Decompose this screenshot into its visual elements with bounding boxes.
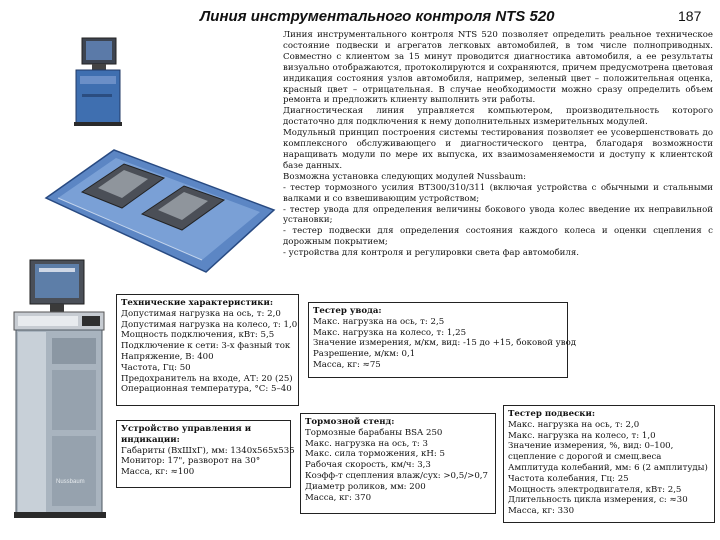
drift-tester-line: Значение измерения, м/км, вид: -15 до +15, боковой увод — [313, 338, 577, 349]
tech-spec-line: Допустимая нагрузка на колесо, т: 1,0 — [121, 319, 298, 330]
description-paragraph: Модульный принцип построения системы тестирования позволяет ее усовершенствовать до комплексного обслуживающего и диагностического центра, благодаря возможности наращивать модули по мере их выпуска, их взаимозаменяемости и доступу к клиентской базе данных. — [283, 128, 713, 171]
suspension-tester-line: Макс. нагрузка на колесо, т: 1,0 — [508, 430, 656, 441]
brake-stand-box — [300, 413, 496, 514]
page-number: 187 — [678, 8, 702, 24]
suspension-tester-line: Амплитуда колебаний, мм: 6 (2 амплитуды) — [508, 462, 708, 473]
brake-stand-line: Масса, кг: 370 — [305, 492, 372, 503]
tech-specs-heading: Технические характеристики: — [121, 298, 274, 308]
description-paragraph: - тестер тормозного усилия BT300/310/311 (включая устройства с обычными и стальными валками и со взвешивающим устройством; — [283, 182, 713, 204]
control-unit-heading: Устройство управления и индикации: — [121, 424, 252, 445]
drift-tester-line: Макс. нагрузка на колесо, т: 1,25 — [313, 327, 467, 338]
tech-spec-line: Напряжение, В: 400 — [121, 351, 214, 362]
brake-stand-line: Коэфф-т сцепления влаж/сух: >0,5/>0,7 — [305, 470, 488, 481]
brake-stand-line: Рабочая скорость, км/ч: 3,3 — [305, 460, 431, 471]
test-platform-illustration — [40, 128, 280, 278]
description-paragraph: - устройства для контроля и регулировки света фар автомобиля. — [283, 248, 579, 259]
brake-stand-line: Макс. нагрузка на ось, т: 3 — [305, 438, 428, 449]
drift-tester-line: Масса, кг: ≈75 — [313, 359, 381, 370]
suspension-tester-line: Длительность цикла измерения, с: ≈30 — [508, 495, 688, 506]
description-paragraph: Диагностическая линия управляется компьютером, производительность которого достаточно для подключения к нему дополнительных измерительных модулей. — [283, 106, 713, 128]
description-paragraph: Линия инструментального контроля NTS 520 позволяет определить реальное техническое состояние подвески и агрегатов легковых автомобилей, в том числе полноприводных. Совместно с клиентом за 15 минут проводится диагностика автомобиля, а ее результаты визуально отображаются, протоколируются и сохраняются, причем предусмотрена цветовая индикация состояния узлов автомобиля, например, зеленый цвет – положительная оценка, красный цвет – отрицательная. В случае необходимости можно сразу определить объем ремонта и предложить клиенту выполнить эти работы. — [283, 30, 713, 106]
suspension-tester-box — [503, 405, 715, 523]
tech-specs-box — [116, 294, 299, 406]
description-paragraph: - тестер увода для определения величины бокового увода колес введение их неправильной установки; — [283, 204, 713, 226]
console-unit-illustration — [62, 36, 132, 128]
control-unit-line: Габариты (ВхШхГ), мм: 1340х565х535 — [121, 445, 295, 456]
drift-tester-line: Разрешение, м/км: 0,1 — [313, 349, 416, 360]
brake-stand-line: Тормозные барабаны BSA 250 — [305, 427, 443, 438]
control-unit-line: Масса, кг: ≈100 — [121, 467, 195, 478]
description-paragraph: - тестер подвески для определения состояния каждого колеса и оценки сцепления с дорожным покрытием; — [283, 226, 713, 248]
suspension-tester-line: Макс. нагрузка на ось, т: 2,0 — [508, 419, 640, 430]
brake-stand-line: Диаметр роликов, мм: 200 — [305, 481, 426, 492]
drift-tester-line: Макс. нагрузка на ось, т: 2,5 — [313, 316, 445, 327]
tech-spec-line: Частота, Гц: 50 — [121, 362, 191, 373]
cabinet-label: Nussbaum — [56, 479, 85, 485]
suspension-tester-line: Мощность электродвигателя, кВт: 2,5 — [508, 484, 682, 495]
suspension-tester-heading: Тестер подвески: — [508, 409, 596, 419]
suspension-tester-line: Частота колебания, Гц: 25 — [508, 473, 629, 484]
control-cabinet-illustration — [12, 258, 122, 520]
control-unit-box — [116, 420, 295, 488]
control-unit-line: Монитор: 17", разворот на 30° — [121, 456, 261, 467]
tech-spec-line: Допустимая нагрузка на ось, т: 2,0 — [121, 308, 281, 319]
tech-spec-line: Подключение к сети: 3-х фазный ток — [121, 341, 291, 352]
tech-spec-line: Мощность подключения, кВт: 5,5 — [121, 330, 275, 341]
brake-stand-heading: Тормозной стенд: — [305, 417, 395, 427]
suspension-tester-line: Масса, кг: 330 — [508, 506, 575, 517]
page-title: Линия инструментального контроля NTS 520 — [200, 8, 555, 25]
description-paragraph: Возможна установка следующих модулей Nussbaum: — [283, 171, 527, 182]
suspension-tester-line: Значение измерения, %, вид: 0–100, сцепление с дорогой и смещ.веса — [508, 441, 674, 463]
drift-tester-box — [308, 302, 577, 378]
description-text — [283, 30, 713, 259]
drift-tester-heading: Тестер увода: — [313, 306, 382, 316]
tech-spec-line: Операционная температура, °С: 5–40 — [121, 384, 292, 395]
brake-stand-line: Макс. сила торможения, кН: 5 — [305, 449, 446, 460]
tech-spec-line: Предохранитель на входе, АТ: 20 (25) — [121, 373, 293, 384]
